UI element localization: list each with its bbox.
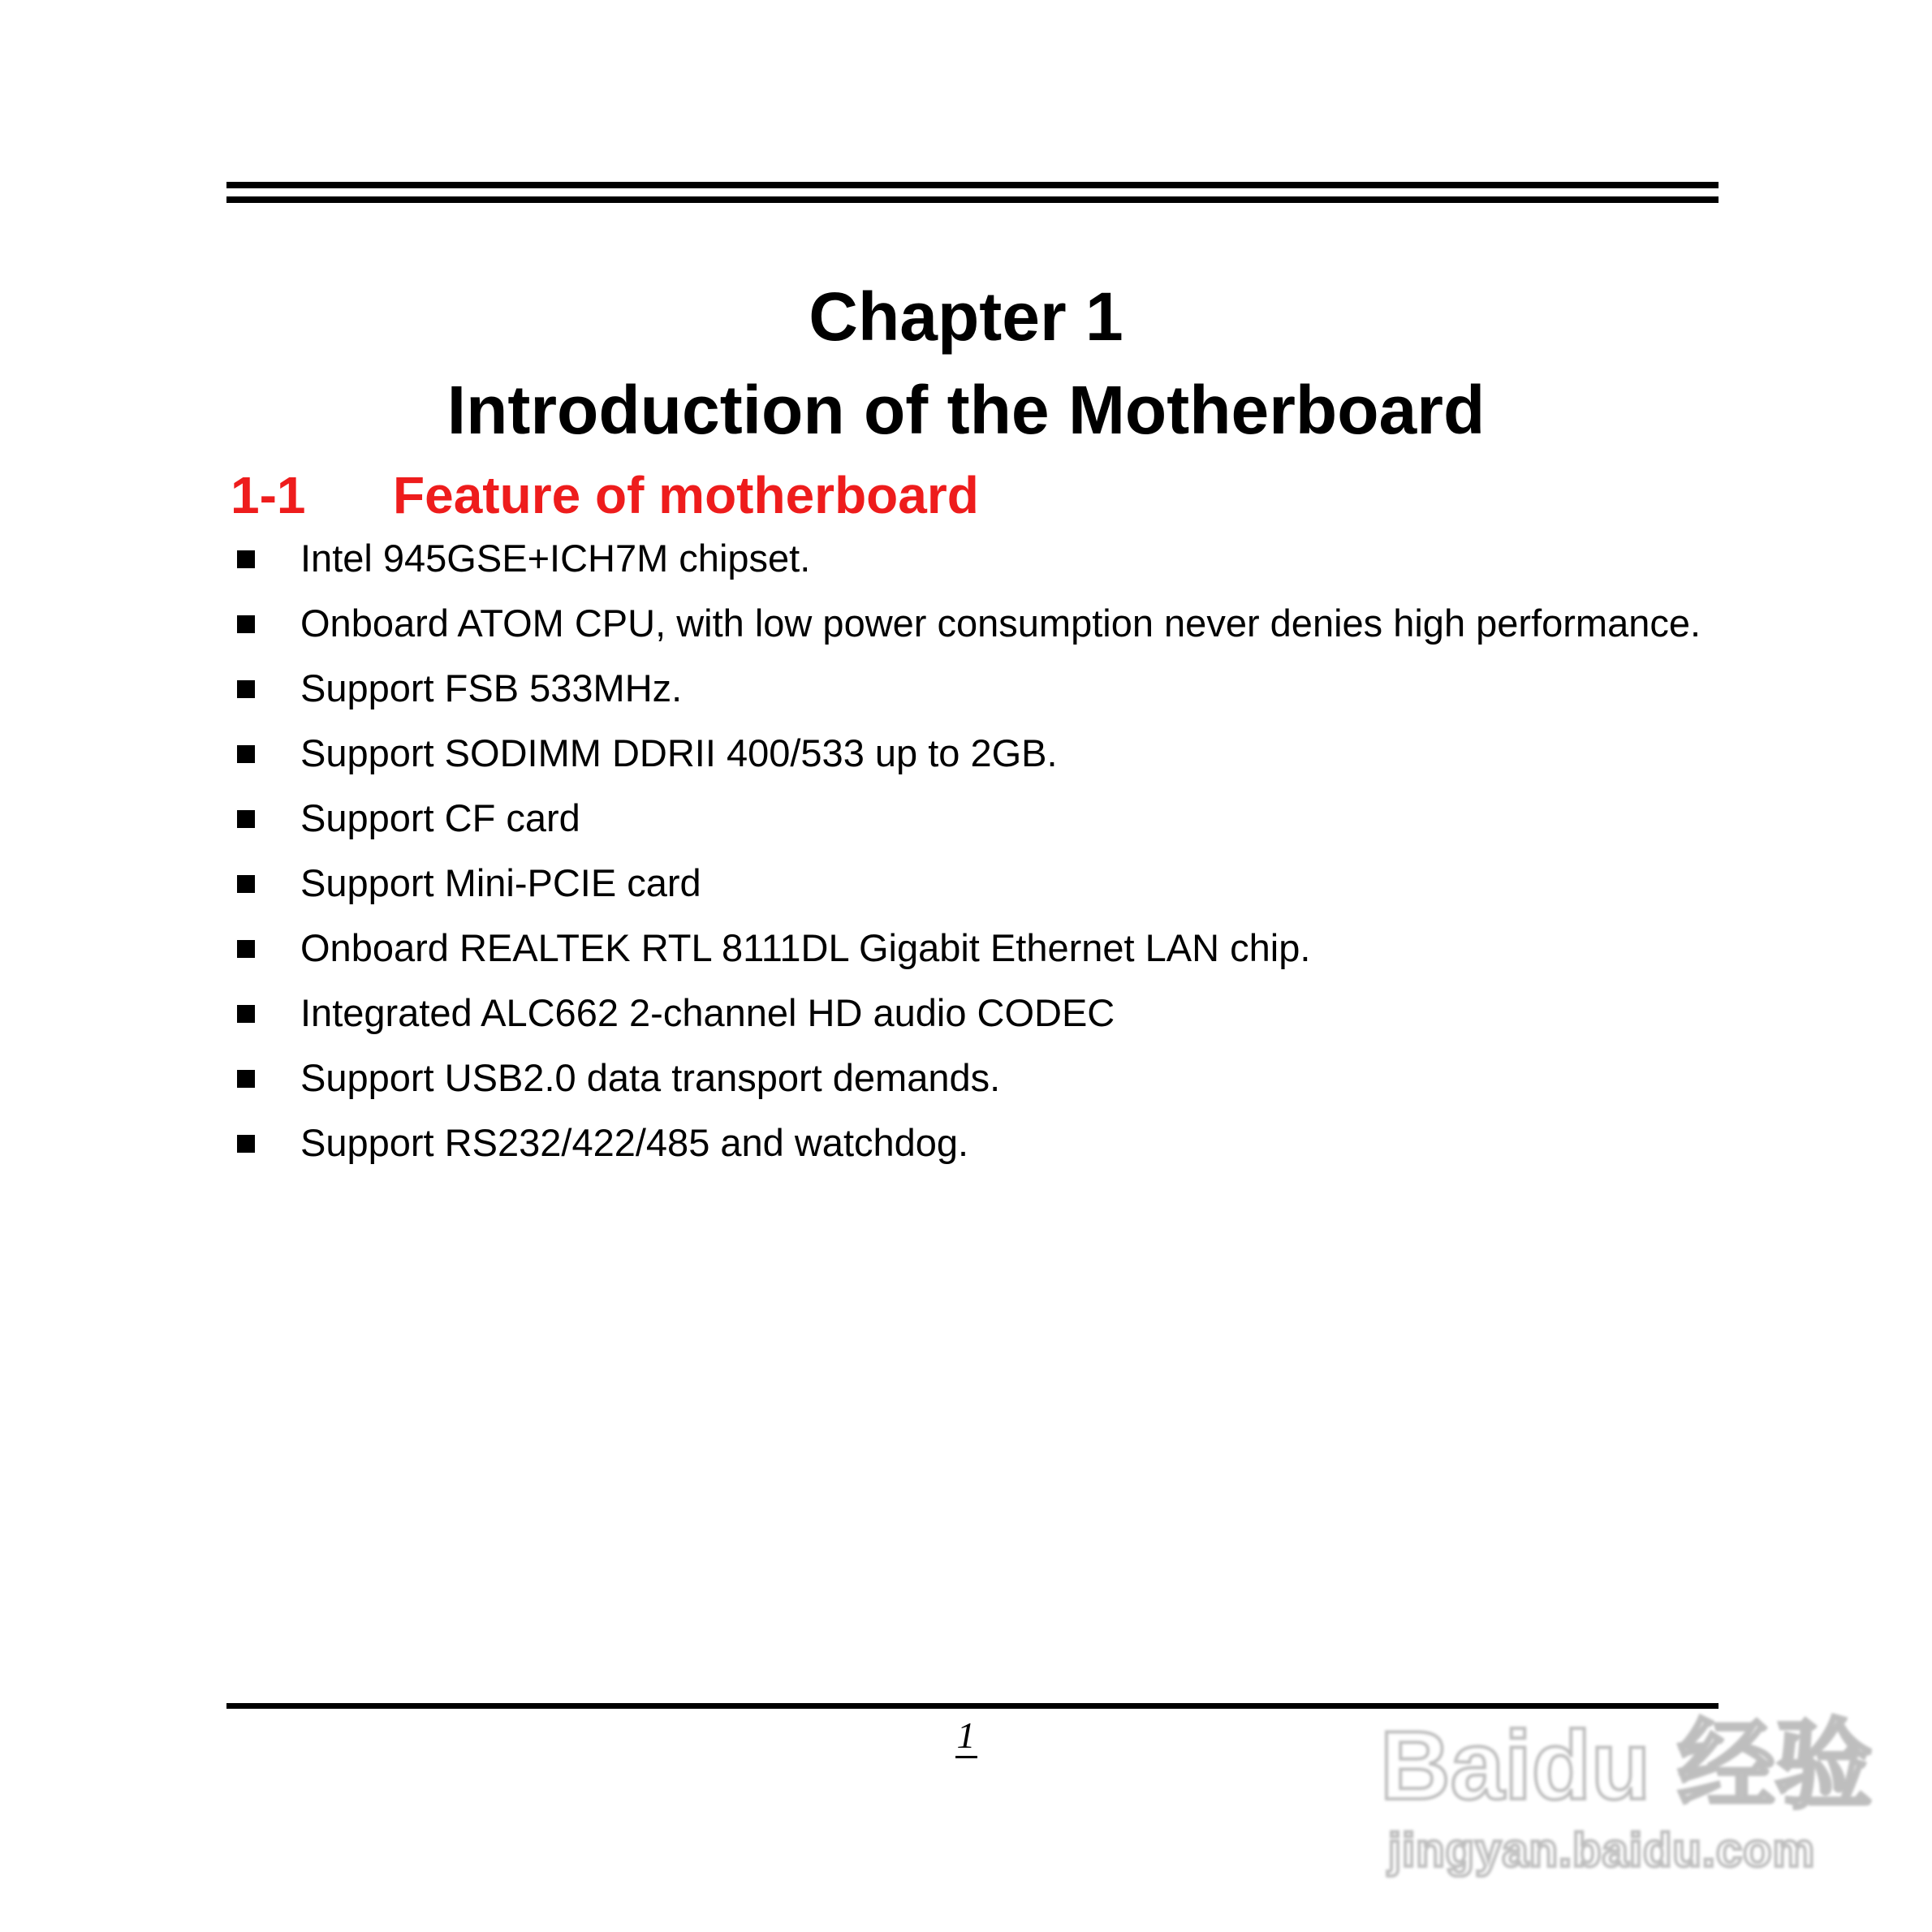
list-item: [231, 990, 1713, 1036]
list-item: [231, 731, 1713, 776]
feature-text: Support FSB 533MHz.: [300, 666, 683, 709]
list-item: [231, 1120, 1713, 1166]
square-bullet-icon: [237, 810, 255, 828]
feature-text: Support Mini-PCIE card: [300, 861, 701, 904]
list-item: [231, 536, 1713, 581]
header-rule-upper: [226, 182, 1719, 188]
list-item: [231, 601, 1713, 646]
square-bullet-icon: [237, 940, 255, 958]
page-number-value: 1: [955, 1714, 977, 1758]
watermark-brand: Baidu 经验: [1380, 1711, 1873, 1820]
feature-text: Support USB2.0 data transport demands.: [300, 1056, 1001, 1099]
feature-text: Onboard REALTEK RTL 8111DL Gigabit Ethernet LAN chip.: [300, 926, 1311, 969]
header-rule-lower: [226, 196, 1719, 203]
chapter-title: Chapter 1: [809, 278, 1123, 355]
square-bullet-icon: [237, 615, 255, 633]
baidu-watermark: [1380, 1656, 1873, 1900]
feature-list: [231, 536, 1713, 1185]
section-number: 1-1: [231, 466, 306, 524]
feature-text: Integrated ALC662 2-channel HD audio CODEC: [300, 991, 1115, 1034]
feature-text: Support SODIMM DDRII 400/533 up to 2GB.: [300, 731, 1058, 774]
square-bullet-icon: [237, 550, 255, 568]
list-item: [231, 796, 1713, 841]
square-bullet-icon: [237, 1005, 255, 1023]
watermark-domain: jingyan.baidu.com: [1388, 1824, 1816, 1877]
list-item: [231, 666, 1713, 711]
square-bullet-icon: [237, 1070, 255, 1088]
feature-text: Onboard ATOM CPU, with low power consumption never denies high performance.: [300, 602, 1701, 645]
list-item: [231, 925, 1713, 971]
square-bullet-icon: [237, 1135, 255, 1153]
square-bullet-icon: [237, 745, 255, 763]
feature-text: Support RS232/422/485 and watchdog.: [300, 1121, 969, 1164]
square-bullet-icon: [237, 875, 255, 893]
feature-text: Intel 945GSE+ICH7M chipset.: [300, 537, 811, 580]
square-bullet-icon: [237, 680, 255, 698]
list-item: [231, 860, 1713, 906]
feature-text: Support CF card: [300, 796, 580, 839]
section-title: Feature of motherboard: [393, 466, 979, 524]
chapter-subtitle: Introduction of the Motherboard: [446, 372, 1486, 448]
list-item: [231, 1055, 1713, 1101]
